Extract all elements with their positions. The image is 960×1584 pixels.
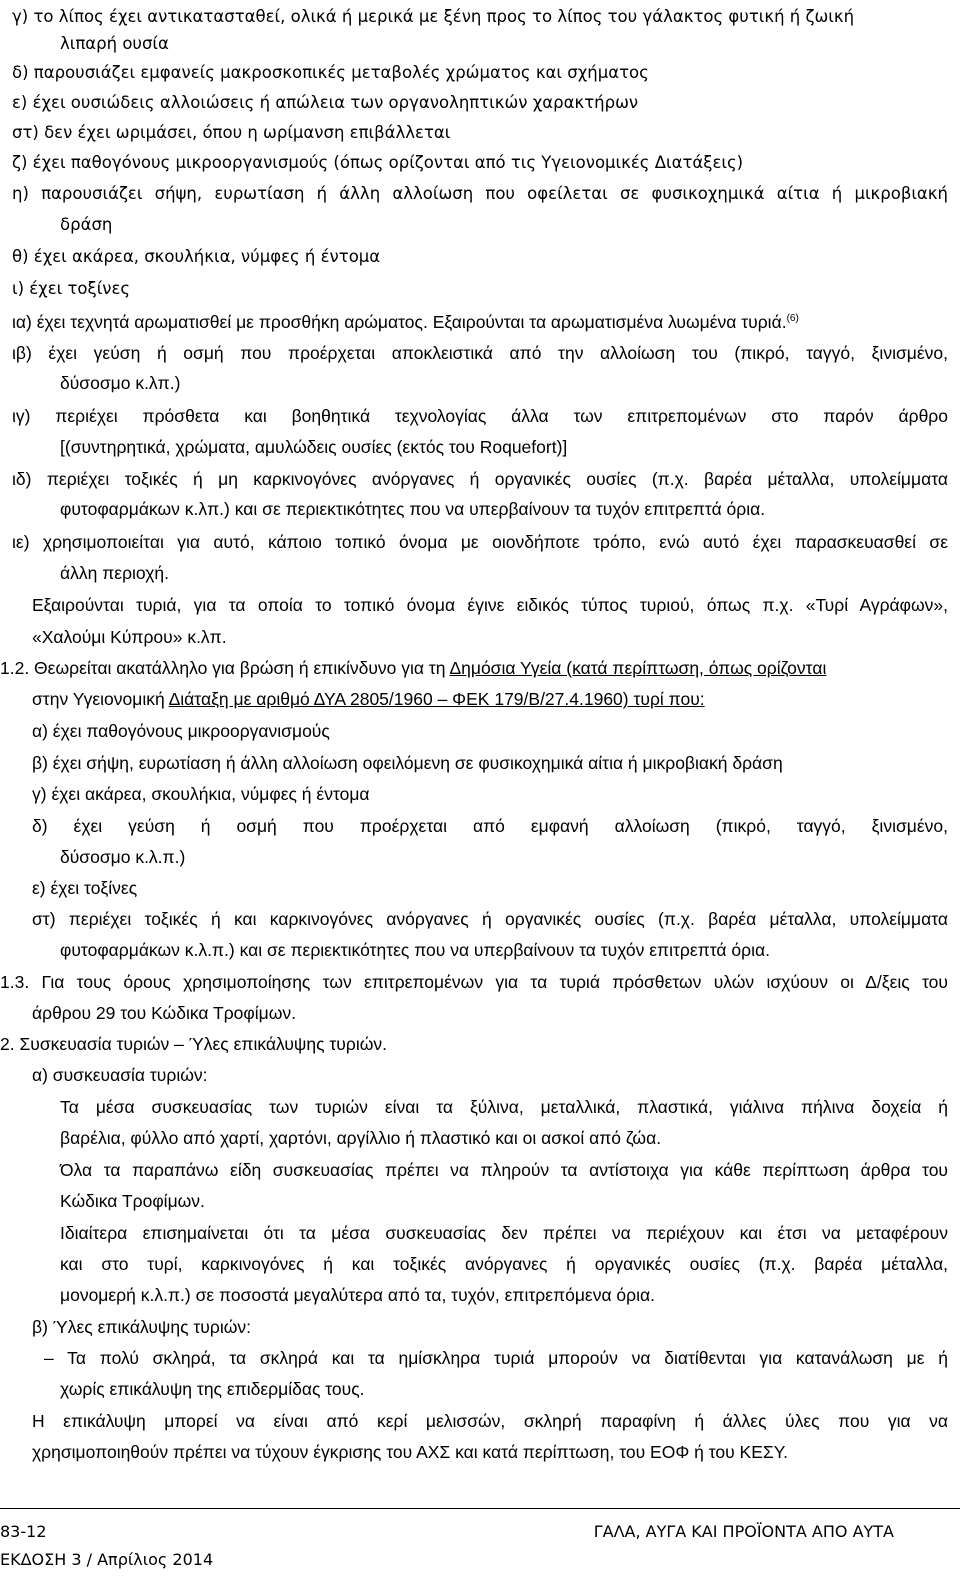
text-line: χρησιμοποιηθούν πρέπει να τύχουν έγκρισης του ΑΧΣ και κατά περίπτωση, του ΕΟΦ ή του ΚΕΣΥ.: [32, 1442, 789, 1462]
text-line: ιγ) περιέχει πρόσθετα και βοηθητικά τεχνολογίας άλλα των επιτρεπομένων στο παρόν άρθρο: [12, 406, 948, 426]
section-title: ΓΑΛΑ, ΑΥΓΑ ΚΑΙ ΠΡΟΪΟΝΤΑ ΑΠΟ ΑΥΤΑ: [593, 1522, 894, 1541]
section-heading-2: 2. Συσκευασία τυριών – Ύλες επικάλυψης τυριών.: [0, 1034, 387, 1054]
text-line: γ) έχει ακάρεα, σκουλήκια, νύμφες ή έντομα: [32, 784, 370, 804]
text-line: φυτοφαρμάκων κ.λπ.) και σε περιεκτικότητες που να υπερβαίνουν τα τυχόν επιτρεπτά όρια.: [60, 499, 766, 519]
text-line-body: 1.2. Θεωρείται ακατάλληλο για βρώση ή επικίνδυνο για τη: [0, 658, 450, 678]
text-line: και στο τυρί, καρκινογόνες ή και τοξικές ανόργανες ή οργανικές ουσίες (π.χ. βαρέα μέταλλα,: [60, 1254, 948, 1274]
text-line: Ιδιαίτερα επισημαίνεται ότι τα μέσα συσκευασίας δεν πρέπει να περιέχουν και έτσι να μεταφέρουν: [60, 1223, 948, 1243]
underlined-term: ΔΥΑ 2805/1960 – ΦΕΚ 179/Β/27.4.1960) τυρί που:: [313, 689, 705, 709]
text-line: «Χαλούμι Κύπρου» κ.λπ.: [32, 627, 227, 647]
section-heading-1-3: 1.3. Για τους όρους χρησιμοποίησης των επιτρεπομένων για τα τυριά πρόσθετων υλών ισχύουν οι Δ/ξεις του: [0, 972, 948, 992]
text-line: [(συντηρητικά, χρώματα, αμυλώδεις ουσίες (εκτός του Roquefort)]: [60, 437, 568, 457]
text-line: α) έχει παθογόνους μικροοργανισμούς: [32, 721, 330, 741]
text-line: δ) παρουσιάζει εμφανείς μακροσκοπικές μεταβολές χρώματος και σχήματος: [12, 63, 649, 82]
text-line: Εξαιρούνται τυριά, για τα οποία το τοπικό όνομα έγινε ειδικός τύπος τυριού, όπως π.χ. «Τυρί Αγράφων»,: [32, 595, 948, 615]
underlined-term: Διάταξη με αριθμό: [168, 689, 314, 709]
text-line: δύσοσμο κ.λ.π.): [60, 847, 186, 867]
text-line: δ) έχει γεύση ή οσμή που προέρχεται από εμφανή αλλοίωση (πικρό, ταγγό, ξινισμένο,: [32, 816, 948, 836]
text-line: η) παρουσιάζει σήψη, ευρωτίαση ή άλλη αλλοίωση που οφείλεται σε φυσικοχημικά αίτια ή μικροβιακή: [12, 184, 948, 203]
text-line: ιδ) περιέχει τοξικές ή μη καρκινογόνες ανόργανες ή οργανικές ουσίες (π.χ. βαρέα μέταλλα, υπολείμματα: [12, 469, 948, 489]
text-line-body: στην Υγειονομική: [32, 689, 169, 709]
text-line: χωρίς επικάλυψη της επιδερμίδας τους.: [60, 1379, 365, 1399]
text-line: γ) το λίπος έχει αντικατασταθεί, ολικά ή μερικά με ξένη προς το λίπος του γάλακτος φυτική ή ζωική: [12, 7, 855, 26]
text-line: στ) περιέχει τοξικές ή και καρκινογόνες ανόργανες ή οργανικές ουσίες (π.χ. βαρέα μέταλλα, υπολείμματα: [32, 909, 948, 929]
text-line: ι) έχει τοξίνες: [12, 279, 131, 298]
text-line: άρθρου 29 του Κώδικα Τροφίμων.: [32, 1003, 297, 1023]
text-line: ζ) έχει παθογόνους μικροοργανισμούς (όπως ορίζονται από τις Υγειονομικές Διατάξεις): [12, 153, 744, 172]
text-line: – Τα πολύ σκληρά, τα σκληρά και τα ημίσκληρα τυριά μπορούν να διατίθενται για κατανάλωση με ή: [44, 1348, 948, 1368]
page-number: 83-12: [0, 1522, 47, 1541]
text-line: άλλη περιοχή.: [60, 563, 169, 583]
text-line: ε) έχει ουσιώδεις αλλοιώσεις ή απώλεια των οργανοληπτικών χαρακτήρων: [12, 93, 639, 112]
section-heading-1-2: [0, 657, 826, 679]
text-line: στ) δεν έχει ωριμάσει, όπου η ωρίμανση επιβάλλεται: [12, 123, 451, 142]
text-line: βαρέλια, φύλλο από χαρτί, χαρτόνι, αργίλλιο ή πλαστικό και οι ασκοί από ζώα.: [60, 1128, 662, 1148]
text-line: Κώδικα Τροφίμων.: [60, 1191, 205, 1211]
text-line: λιπαρή ουσία: [60, 34, 169, 53]
text-line: Όλα τα παραπάνω είδη συσκευασίας πρέπει να πληρούν τα αντίστοιχα για κάθε περίπτωση άρθρα του: [60, 1160, 948, 1180]
text-line: θ) έχει ακάρεα, σκουλήκια, νύμφες ή έντομα: [12, 247, 381, 266]
edition-info: ΕΚΔΟΣΗ 3 / Απρίλιος 2014: [0, 1550, 214, 1569]
footer-rule: [0, 1508, 960, 1509]
text-line: ε) έχει τοξίνες: [32, 878, 138, 898]
text-line: α) συσκευασία τυριών:: [32, 1065, 208, 1085]
text-line: ιβ) έχει γεύση ή οσμή που προέρχεται αποκλειστικά από την αλλοίωση του (πικρό, ταγγό, ξινισμένο,: [12, 343, 948, 363]
text-line: δύσοσμο κ.λπ.): [60, 373, 181, 393]
text-line: Η επικάλυψη μπορεί να είναι από κερί μελισσών, σκληρή παραφίνη ή άλλες ύλες που για να: [32, 1411, 948, 1431]
text-line: β) έχει σήψη, ευρωτίαση ή άλλη αλλοίωση οφειλόμενη σε φυσικοχημικά αίτια ή μικροβιακή δράση: [32, 753, 783, 773]
text-line: [12, 311, 799, 333]
text-line: β) Ύλες επικάλυψης τυριών:: [32, 1317, 251, 1337]
text-line: φυτοφαρμάκων κ.λ.π.) και σε περιεκτικότητες που να υπερβαίνουν τα τυχόν επιτρεπτά όρια.: [60, 940, 770, 960]
text-line-body: ια) έχει τεχνητά αρωματισθεί με προσθήκη αρώματος. Εξαιρούνται τα αρωματισμένα λυωμένα τυριά.: [12, 312, 787, 332]
text-line: [32, 688, 705, 710]
text-line: μονομερή κ.λ.π.) σε ποσοστά μεγαλύτερα από τα, τυχόν, επιτρεπόμενα όρια.: [60, 1285, 655, 1305]
footnote-marker: (6): [786, 313, 799, 325]
text-line: δράση: [60, 215, 113, 234]
underlined-term: Δημόσια Υγεία (κατά περίπτωση, όπως ορίζονται: [449, 658, 827, 678]
text-line: Τα μέσα συσκευασίας των τυριών είναι τα ξύλινα, μεταλλικά, πλαστικά, γιάλινα πήλινα δοχεία ή: [60, 1097, 948, 1117]
text-line: ιε) χρησιμοποιείται για αυτό, κάποιο τοπικό όνομα με οιονδήποτε τρόπο, ενώ αυτό έχει παρασκευασθεί σε: [12, 532, 948, 552]
